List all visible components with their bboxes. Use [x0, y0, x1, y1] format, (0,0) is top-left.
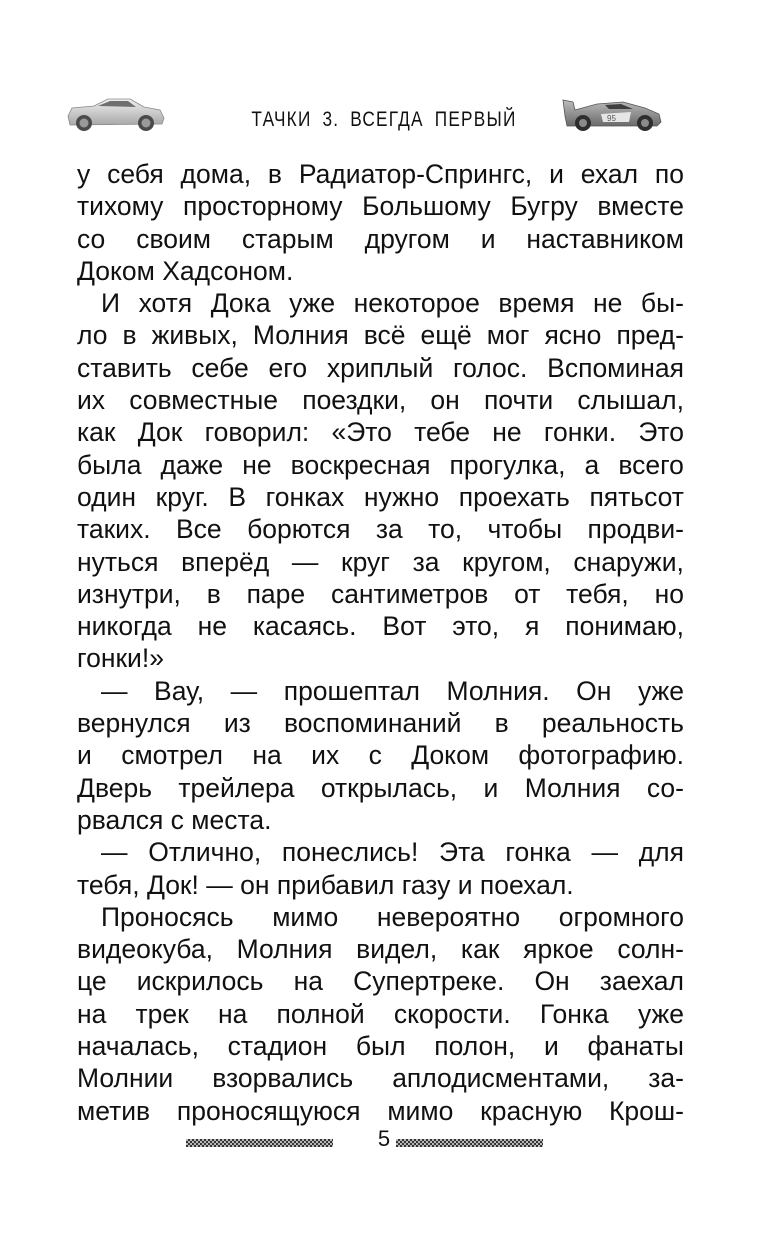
text-line	[77, 223, 684, 255]
justified-line: со своим старым другом и наставником	[77, 223, 684, 254]
text-line	[77, 513, 684, 545]
justified-line: нуться вперёд — круг за кругом, снаружи,	[77, 546, 684, 577]
justified-line: их совместные поездки, он почти слышал,	[77, 385, 684, 416]
justified-line: тихому просторному Большому Бугру вместе	[77, 191, 684, 222]
justified-line: никогда не касаясь. Вот это, я понимаю,	[77, 611, 684, 642]
text-line	[77, 158, 684, 190]
svg-text:95: 95	[607, 114, 616, 123]
text-line	[77, 449, 684, 481]
text-line	[77, 384, 684, 416]
page-footer	[0, 1120, 768, 1160]
justified-line: изнутри, в паре сантиметров от тебя, но	[77, 578, 684, 609]
body-text	[77, 158, 684, 1127]
text-line: рвался с места.	[77, 804, 272, 835]
justified-line: началась, стадион был полон, и фанаты	[77, 1031, 684, 1062]
text-line	[77, 1062, 684, 1094]
justified-line: — Вау, — прошептал Молния. Он уже	[101, 675, 684, 706]
justified-line: была даже не воскресная прогулка, а всего	[77, 449, 684, 480]
page-number: 5	[377, 1126, 391, 1151]
justified-line: вернулся из воспоминаний в реальность	[77, 708, 684, 739]
justified-line: ставить себе его хриплый голос. Вспоминая	[77, 352, 684, 383]
text-line	[77, 772, 684, 804]
lightning-mcqueen-car-icon	[561, 94, 665, 134]
text-line	[77, 190, 684, 222]
justified-line: на трек на полной скорости. Гонка уже	[77, 998, 684, 1029]
text-line	[77, 675, 684, 707]
text-line	[77, 546, 684, 578]
justified-line: как Док говорил: «Это тебе не гонки. Это	[77, 417, 684, 448]
text-line	[77, 998, 684, 1030]
text-line	[77, 287, 684, 319]
justified-line: Проносясь мимо невероятно огромного	[101, 901, 684, 932]
text-line	[77, 578, 684, 610]
justified-line: у себя дома, в Радиатор-Спрингс, и ехал по	[77, 159, 684, 189]
justified-line: Дверь трейлера открылась, и Молния со-	[77, 772, 684, 803]
justified-line: метив проносящуюся мимо красную Крош-	[77, 1095, 684, 1126]
text-line	[77, 739, 684, 771]
justified-line: це искрилось на Супертреке. Он заехал	[77, 966, 684, 997]
text-line: тебя, Док! — он прибавил газу и поехал.	[77, 869, 574, 900]
justified-line: таких. Все борются за то, чтобы продви-	[77, 514, 684, 545]
text-line	[77, 836, 684, 868]
justified-line: один круг. В гонках нужно проехать пятьсот	[77, 481, 684, 512]
text-line	[77, 707, 684, 739]
running-title: ТАЧКИ 3. ВСЕГДА ПЕРВЫЙ	[251, 108, 517, 131]
justified-line: ло в живых, Молния всё ещё мог ясно пред-	[77, 320, 684, 351]
text-line	[77, 933, 684, 965]
text-line	[77, 965, 684, 997]
text-line	[77, 319, 684, 351]
footer-ornament-right	[396, 1139, 543, 1147]
justified-line: — Отлично, понеслись! Эта гонка — для	[101, 837, 684, 868]
justified-line: видеокуба, Молния видел, как яркое солн-	[77, 934, 684, 965]
text-line: гонки!»	[77, 643, 164, 674]
text-line	[77, 481, 684, 513]
text-line	[77, 901, 684, 933]
text-line	[77, 610, 684, 642]
page-header	[0, 88, 768, 148]
justified-line: Молнии взорвались аплодисментами, за-	[77, 1063, 684, 1094]
justified-line: и смотрел на их с Доком фотографию.	[77, 740, 684, 771]
text-line	[77, 1030, 684, 1062]
justified-line: И хотя Дока уже некоторое время не бы-	[101, 288, 684, 319]
text-line	[77, 416, 684, 448]
text-line: Доком Хадсоном.	[77, 255, 294, 286]
text-line	[77, 352, 684, 384]
